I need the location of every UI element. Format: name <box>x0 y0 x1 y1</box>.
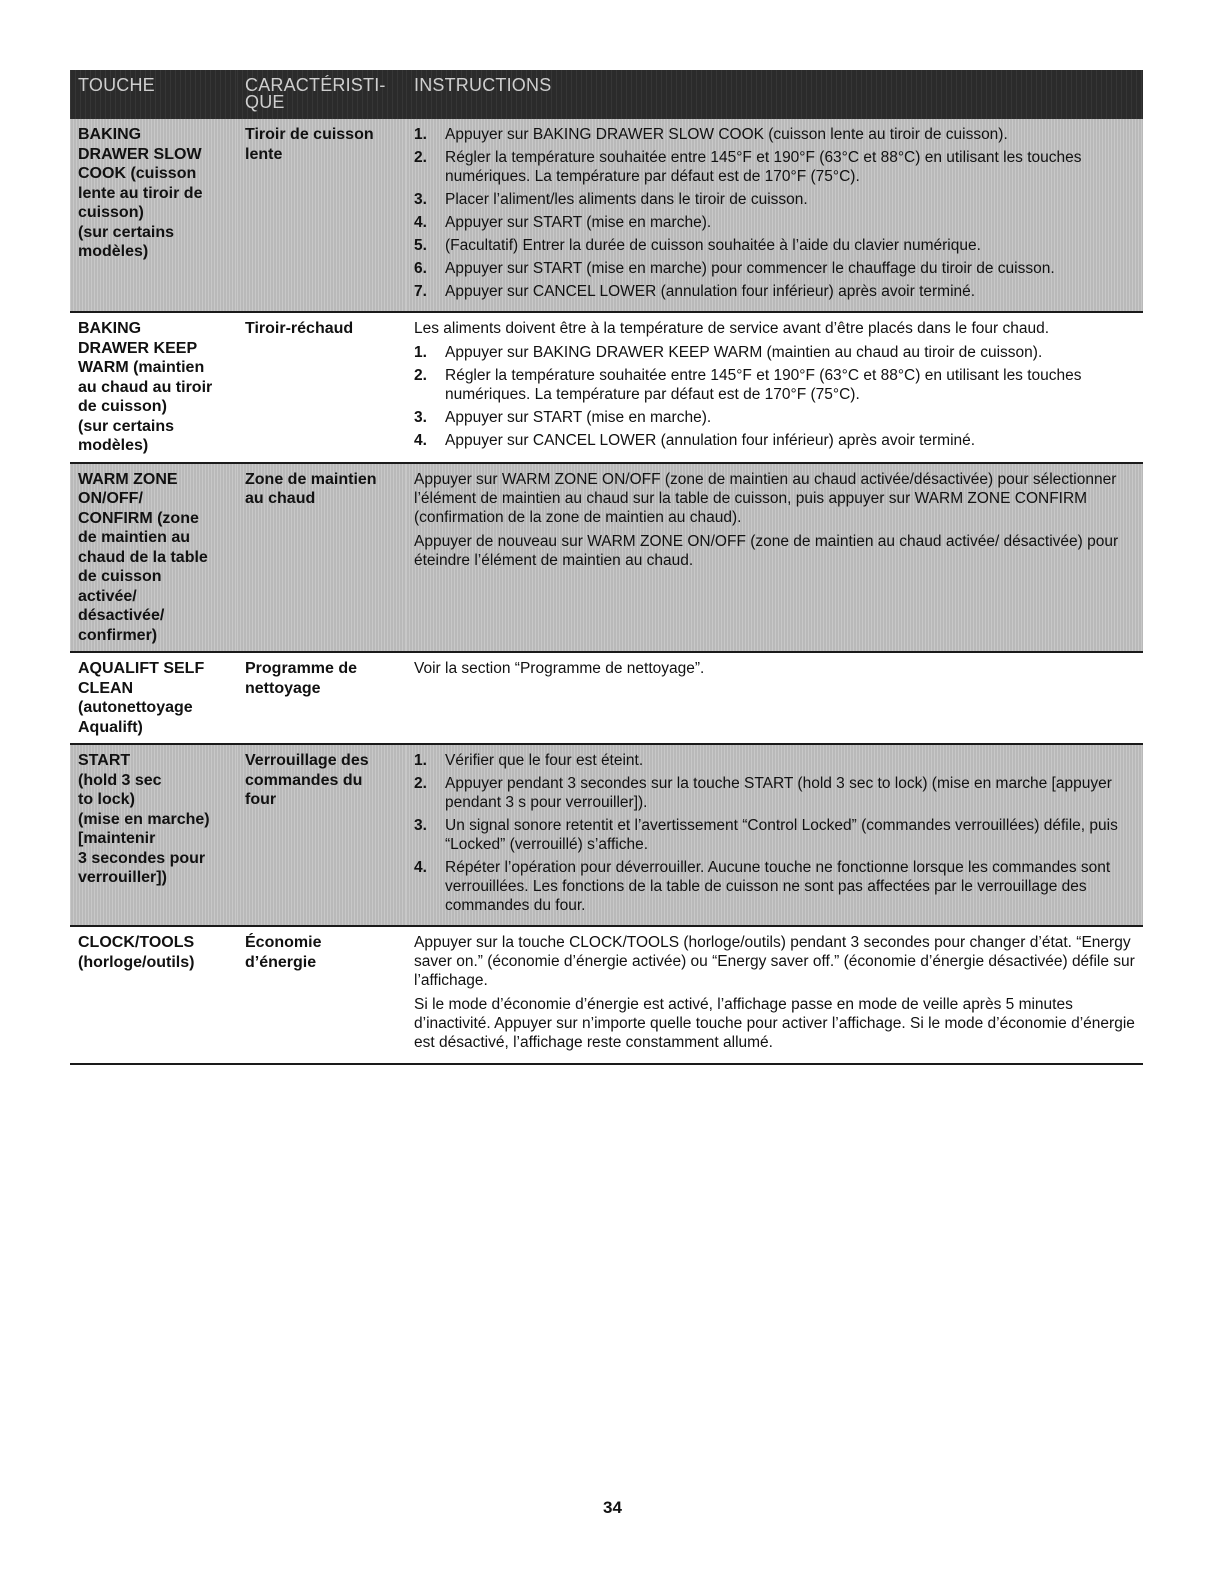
step-item <box>414 774 1137 812</box>
column-header-feature: CARACTÉRISTI- QUE <box>237 70 406 119</box>
feature-name: Économie d’énergie <box>237 926 406 1064</box>
step-item <box>414 282 1137 301</box>
instructions-cell <box>406 463 1143 653</box>
step-number: 3. <box>414 817 427 834</box>
step-number: 1. <box>414 344 427 361</box>
key-name: CLOCK/TOOLS (horloge/outils) <box>70 926 237 1064</box>
step-text: Appuyer pendant 3 secondes sur la touche START (hold 3 sec to lock) (mise en marche [appuyer pendant 3 s pour verrouiller]). <box>445 775 1112 811</box>
step-text: Répéter l’opération pour déverrouiller. Aucune touche ne fonctionne lorsque les commandes sont verrouillées. Les fonctions de la table de cuisson ne sont pas affectées par le verrouillage des commandes du four. <box>445 859 1111 914</box>
step-number: 4. <box>414 214 427 231</box>
step-text: Régler la température souhaitée entre 145°F et 190°F (63°C et 88°C) en utilisant les touches numériques. La température par défaut est de 170°F (75°C). <box>445 367 1082 403</box>
key-name: WARM ZONE ON/OFF/ CONFIRM (zone de maintien au chaud de la table de cuisson activée/ désactivée/ confirmer) <box>70 463 237 653</box>
table-row <box>70 312 1143 463</box>
table-row <box>70 463 1143 653</box>
step-item <box>414 213 1137 232</box>
features-table <box>70 70 1143 1065</box>
instruction-paragraph: Voir la section “Programme de nettoyage”. <box>414 660 705 677</box>
feature-name: Programme de nettoyage <box>237 652 406 744</box>
step-number: 7. <box>414 283 427 300</box>
table-row <box>70 652 1143 744</box>
instruction-paragraph: Appuyer de nouveau sur WARM ZONE ON/OFF (zone de maintien au chaud activée/ désactivée) pour éteindre l’élément de maintien au chaud. <box>414 532 1119 569</box>
step-text: Placer l’aliment/les aliments dans le tiroir de cuisson. <box>445 191 808 208</box>
step-text: Appuyer sur START (mise en marche) pour commencer le chauffage du tiroir de cuisson. <box>445 260 1055 277</box>
instructions-cell <box>406 652 1143 744</box>
feature-name: Zone de maintien au chaud <box>237 463 406 653</box>
step-item <box>414 408 1137 427</box>
step-item <box>414 343 1137 362</box>
step-text: Appuyer sur CANCEL LOWER (annulation four inférieur) après avoir terminé. <box>445 283 976 300</box>
column-header-key: TOUCHE <box>70 70 237 119</box>
step-item <box>414 751 1137 770</box>
step-number: 1. <box>414 126 427 143</box>
instruction-paragraph: Si le mode d’économie d’énergie est activé, l’affichage passe en mode de veille après 5 minutes d’inactivité. Appuyer sur n’importe quelle touche pour activer l’affichage. Si le mode d’économie d’énergie est désactivé, l’affichage reste constamment allumé. <box>414 996 1135 1051</box>
table-row <box>70 119 1143 312</box>
step-item <box>414 366 1137 404</box>
step-text: (Facultatif) Entrer la durée de cuisson souhaitée à l’aide du clavier numérique. <box>445 237 981 254</box>
steps-list <box>414 125 1137 301</box>
table-header-row <box>70 70 1143 119</box>
step-number: 2. <box>414 367 427 384</box>
feature-name: Verrouillage des commandes du four <box>237 744 406 926</box>
column-header-instructions: INSTRUCTIONS <box>406 70 1143 119</box>
steps-list <box>414 751 1137 915</box>
feature-name: Tiroir-réchaud <box>237 312 406 463</box>
key-name: BAKING DRAWER SLOW COOK (cuisson lente au tiroir de cuisson) (sur certains modèles) <box>70 119 237 312</box>
table-row <box>70 744 1143 926</box>
instructions-cell <box>406 744 1143 926</box>
step-item <box>414 236 1137 255</box>
step-text: Appuyer sur START (mise en marche). <box>445 409 712 426</box>
feature-name: Tiroir de cuisson lente <box>237 119 406 312</box>
key-name: START (hold 3 sec to lock) (mise en marche) [maintenir 3 secondes pour verrouiller]) <box>70 744 237 926</box>
intro-paragraph: Les aliments doivent être à la température de service avant d’être placés dans le four chaud. <box>414 320 1050 337</box>
step-number: 1. <box>414 752 427 769</box>
step-number: 4. <box>414 859 427 876</box>
instruction-paragraph: Appuyer sur WARM ZONE ON/OFF (zone de maintien au chaud activée/désactivée) pour sélectionner l’élément de maintien au chaud sur la table de cuisson, puis appuyer sur WARM ZONE CONFIRM (confirmation de la zone de maintien au chaud). <box>414 470 1117 526</box>
step-item <box>414 190 1137 209</box>
step-number: 5. <box>414 237 427 254</box>
step-item <box>414 431 1137 450</box>
step-item <box>414 858 1137 915</box>
step-number: 6. <box>414 260 427 277</box>
step-text: Appuyer sur CANCEL LOWER (annulation four inférieur) après avoir terminé. <box>445 432 976 449</box>
step-number: 2. <box>414 775 427 792</box>
key-name: AQUALIFT SELF CLEAN (autonettoyage Aqualift) <box>70 652 237 744</box>
step-text: Appuyer sur BAKING DRAWER SLOW COOK (cuisson lente au tiroir de cuisson). <box>445 126 1008 143</box>
table-row <box>70 926 1143 1064</box>
step-text: Un signal sonore retentit et l’avertissement “Control Locked” (commandes verrouillées) défile, puis “Locked” (verrouillé) s’affiche. <box>445 817 1118 853</box>
step-item <box>414 816 1137 854</box>
instructions-table-container <box>70 70 1143 1065</box>
step-text: Appuyer sur START (mise en marche). <box>445 214 712 231</box>
step-text: Appuyer sur BAKING DRAWER KEEP WARM (maintien au chaud au tiroir de cuisson). <box>445 344 1043 361</box>
instruction-paragraph: Appuyer sur la touche CLOCK/TOOLS (horloge/outils) pendant 3 secondes pour changer d’état. “Energy saver on.” (économie d’énergie activée) ou “Energy saver off.” (économie d’énergie désactivée) défile sur l’affichage. <box>414 934 1135 989</box>
step-number: 4. <box>414 432 427 449</box>
steps-list <box>414 343 1137 450</box>
step-item <box>414 125 1137 144</box>
step-number: 3. <box>414 191 427 208</box>
step-text: Régler la température souhaitée entre 145°F et 190°F (63°C et 88°C) en utilisant les touches numériques. La température par défaut est de 170°F (75°C). <box>445 149 1082 185</box>
step-item <box>414 148 1137 186</box>
key-name: BAKING DRAWER KEEP WARM (maintien au chaud au tiroir de cuisson) (sur certains modèles) <box>70 312 237 463</box>
page-number: 34 <box>603 1498 622 1517</box>
instructions-cell <box>406 312 1143 463</box>
step-item <box>414 259 1137 278</box>
instructions-cell <box>406 926 1143 1064</box>
step-text: Vérifier que le four est éteint. <box>445 752 644 769</box>
step-number: 3. <box>414 409 427 426</box>
instructions-cell <box>406 119 1143 312</box>
step-number: 2. <box>414 149 427 166</box>
